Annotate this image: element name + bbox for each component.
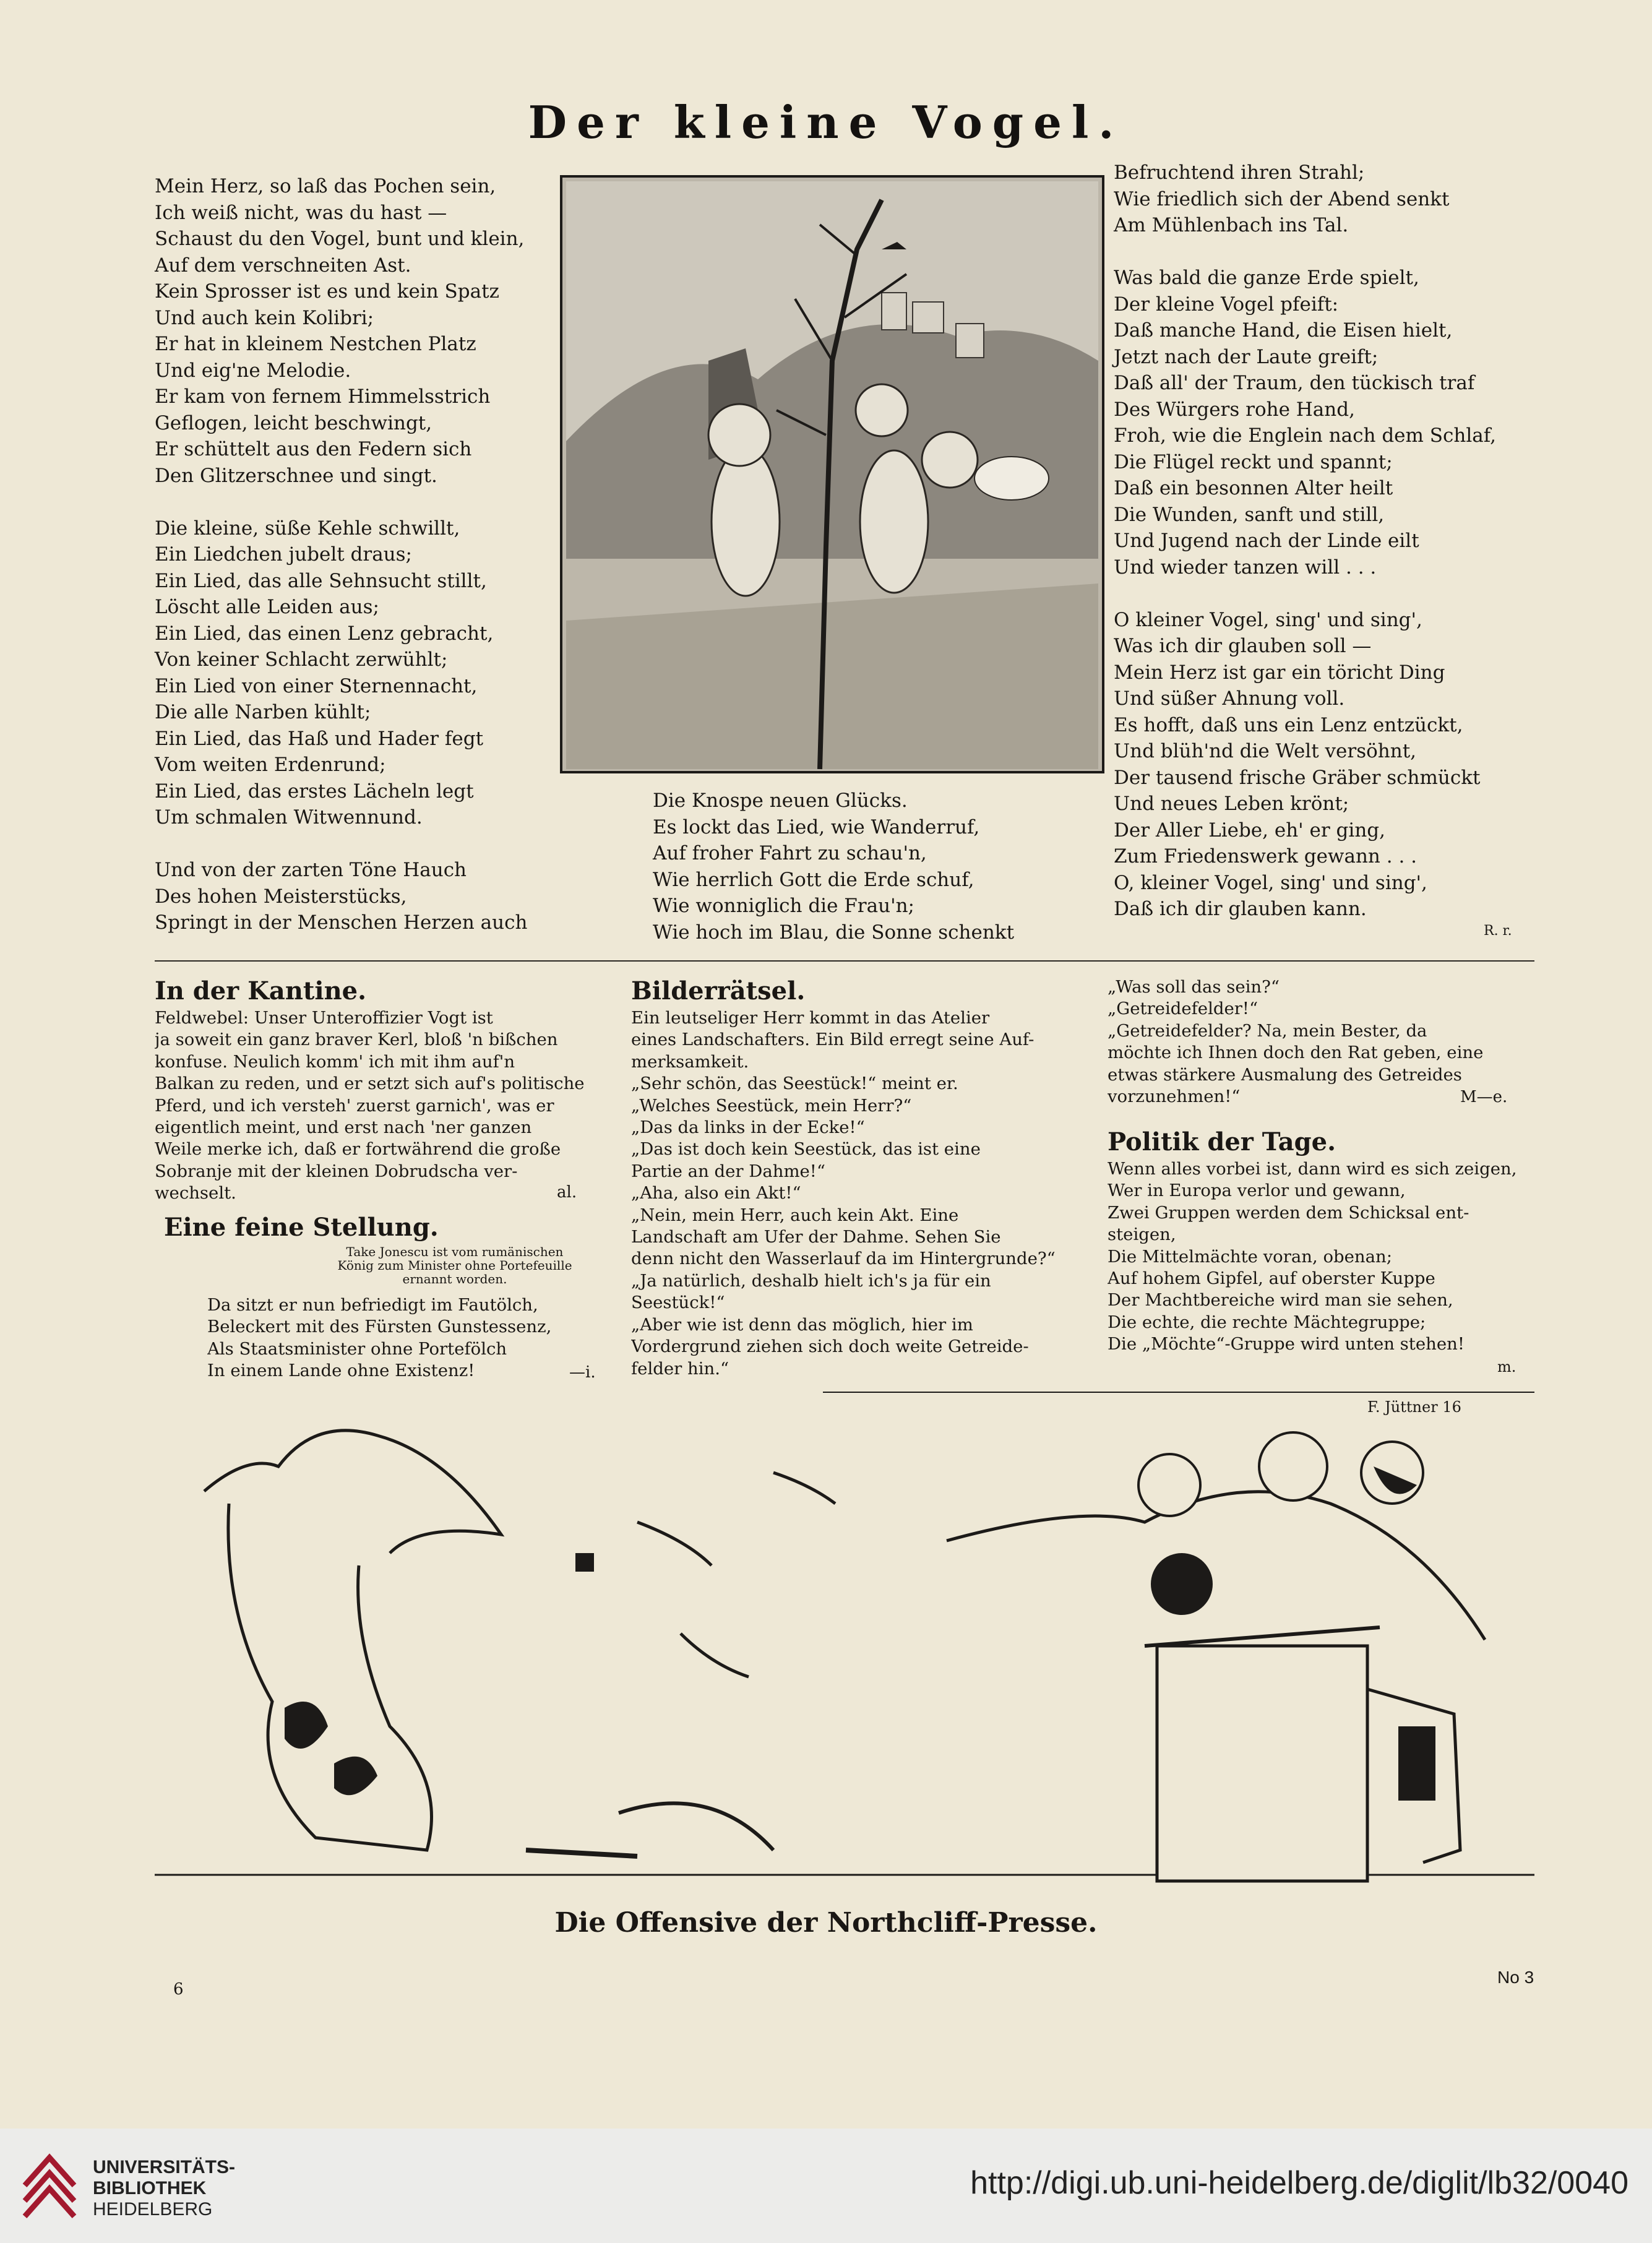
- poem-line: Ein Lied, das Haß und Hader fegt: [155, 727, 484, 750]
- poem-line: Die alle Narben kühlt;: [155, 701, 371, 723]
- poem-line: Die Flügel reckt und spannt;: [1114, 450, 1393, 473]
- prose-line: Balkan zu reden, und er setzt sich auf's politische: [155, 1074, 585, 1094]
- stellung-heading: Eine feine Stellung.: [164, 1213, 439, 1242]
- institution-line-3: HEIDELBERG: [93, 2199, 213, 2219]
- poem-line: Und süßer Ahnung voll.: [1114, 687, 1345, 710]
- stellung-note: [297, 1245, 613, 1286]
- prose-line: eines Landschafters. Ein Bild erregt seine Auf-: [631, 1030, 1035, 1050]
- verse-line: Der Machtbereiche wird man sie sehen,: [1108, 1290, 1453, 1311]
- politik-text: [1108, 1158, 1541, 1356]
- poem-line: Was bald die ganze Erde spielt,: [1114, 267, 1419, 289]
- prose-line: „Aha, also ein Akt!“: [631, 1183, 801, 1203]
- prose-line: Partie an der Dahme!“: [631, 1161, 825, 1181]
- prose-line: denn nicht den Wasserlauf da im Hintergrunde?“: [631, 1249, 1056, 1269]
- prose-line: ja soweit ein ganz braver Kerl, bloß 'n bißchen: [155, 1030, 558, 1050]
- poem-line: Befruchtend ihren Strahl;: [1114, 161, 1365, 184]
- poem-line: Daß ich dir glauben kann.: [1114, 898, 1367, 920]
- poem-line: Und neues Leben krönt;: [1114, 793, 1349, 815]
- poem-line: Und blüh'nd die Welt versöhnt,: [1114, 740, 1417, 762]
- poem-line: Wie friedlich sich der Abend senkt: [1114, 187, 1450, 210]
- prose-line: vorzunehmen!“: [1108, 1087, 1241, 1107]
- note-line: König zum Minister ohne Portefeuille: [337, 1258, 572, 1273]
- source-url-link[interactable]: http://digi.ub.uni-heidelberg.de/diglit/lb32/0040: [970, 2165, 1628, 2201]
- kantine-text: [155, 1007, 606, 1205]
- illustration-putti: [560, 175, 1104, 773]
- poem-line: [155, 831, 551, 858]
- poem-line: Mein Herz, so laß das Pochen sein,: [155, 175, 496, 197]
- poem-line: Er kam von fernem Himmelsstrich: [155, 385, 491, 408]
- verse-line: Da sitzt er nun befriedigt im Fautölch,: [207, 1295, 538, 1315]
- verse-line: Wenn alles vorbei ist, dann wird es sich zeigen,: [1108, 1159, 1517, 1179]
- prose-line: „Das da links in der Ecke!“: [631, 1117, 865, 1138]
- verse-line: Die „Möchte“-Gruppe wird unten stehen!: [1108, 1334, 1465, 1354]
- issue-number: No 3: [1497, 1968, 1534, 1987]
- poem-line: Daß all' der Traum, den tückisch traf: [1114, 372, 1475, 394]
- poem-line: Am Mühlenbach ins Tal.: [1114, 214, 1349, 236]
- poem-line: Den Glitzerschnee und singt.: [155, 464, 437, 487]
- kantine-signature: al.: [557, 1183, 577, 1202]
- prose-line: Sobranje mit der kleinen Dobrudscha ver-: [155, 1161, 518, 1181]
- poem-line: O kleiner Vogel, sing' und sing',: [1114, 608, 1422, 631]
- cartoon-artist: F. Jüttner 16: [1367, 1398, 1461, 1416]
- poem-line: [155, 489, 551, 515]
- poem-line: Froh, wie die Englein nach dem Schlaf,: [1114, 424, 1496, 447]
- poem-line: Daß manche Hand, die Eisen hielt,: [1114, 319, 1453, 342]
- poem-line: Ein Lied von einer Sternennacht,: [155, 674, 478, 697]
- poem-line: Und von der zarten Töne Hauch: [155, 859, 467, 881]
- poem-line: Er schüttelt aus den Federn sich: [155, 438, 472, 460]
- prose-line: Ein leutseliger Herr kommt in das Atelier: [631, 1008, 990, 1028]
- poem-column-3: [1114, 160, 1547, 923]
- poem-line: Wie herrlich Gott die Erde schuf,: [653, 868, 974, 891]
- prose-line: „Ja natürlich, deshalb hielt ich's ja für ein: [631, 1270, 991, 1291]
- poem-line: Des hohen Meisterstücks,: [155, 885, 407, 908]
- verse-line: Zwei Gruppen werden dem Schicksal ent-: [1108, 1202, 1469, 1223]
- poem-line: Wie hoch im Blau, die Sonne schenkt: [653, 921, 1015, 944]
- poem-line: Um schmalen Witwennund.: [155, 806, 423, 829]
- prose-line: wechselt.: [155, 1183, 236, 1203]
- poem-line: Des Würgers rohe Hand,: [1114, 398, 1355, 421]
- verse-line: steigen,: [1108, 1225, 1176, 1245]
- divider: [155, 960, 1534, 962]
- raetsel-heading: Bilderrätsel.: [631, 976, 806, 1005]
- prose-line: „Was soll das sein?“: [1108, 977, 1280, 997]
- verse-line: In einem Lande ohne Existenz!: [207, 1361, 475, 1381]
- poem-line: Ein Lied, das alle Sehnsucht stillt,: [155, 569, 487, 592]
- poem-line: Und Jugend nach der Linde eilt: [1114, 530, 1419, 552]
- kantine-heading: In der Kantine.: [155, 976, 367, 1005]
- poem-line: Kein Sprosser ist es und kein Spatz: [155, 280, 499, 303]
- poem-line: [1114, 580, 1547, 607]
- poem-line: Und auch kein Kolibri;: [155, 306, 374, 329]
- note-line: ernannt worden.: [402, 1272, 507, 1286]
- prose-line: „Das ist doch kein Seestück, das ist eine: [631, 1139, 981, 1160]
- poem-column-2: [653, 788, 1086, 945]
- poem-line: Zum Friedenswerk gewann . . .: [1114, 845, 1418, 867]
- prose-line: merksamkeit.: [631, 1051, 749, 1072]
- poem-line: Ein Lied, das erstes Lächeln legt: [155, 780, 474, 803]
- note-line: Take Jonescu ist vom rumänischen: [346, 1244, 564, 1259]
- cartoon-caption: Die Offensive der Northcliff-Presse.: [554, 1907, 1098, 1939]
- poem-line: Wie wonniglich die Frau'n;: [653, 895, 914, 917]
- institution-line-2: BIBLIOTHEK: [93, 2178, 207, 2198]
- prose-line: felder hin.“: [631, 1358, 729, 1379]
- page-title: Der kleine Vogel.: [528, 96, 1124, 149]
- verse-line: Die echte, die rechte Mächtegruppe;: [1108, 1312, 1426, 1332]
- verse-line: Wer in Europa verlor und gewann,: [1108, 1181, 1406, 1201]
- prose-line: Feldwebel: Unser Unteroffizier Vogt ist: [155, 1008, 493, 1028]
- prose-line: Weile merke ich, daß er fortwährend die große: [155, 1139, 561, 1160]
- verse-line: Auf hohem Gipfel, auf oberster Kuppe: [1108, 1268, 1435, 1289]
- poem-signature: R. r.: [1484, 923, 1512, 939]
- verse-line: Beleckert mit des Fürsten Gunstessenz,: [207, 1317, 552, 1337]
- poem-line: Jetzt nach der Laute greift;: [1114, 345, 1379, 368]
- poem-line: Der kleine Vogel pfeift:: [1114, 293, 1339, 316]
- poem-line: Vom weiten Erdenrund;: [155, 754, 386, 776]
- poem-line: Mein Herz ist gar ein töricht Ding: [1114, 661, 1445, 684]
- poem-line: Die kleine, süße Kehle schwillt,: [155, 517, 460, 540]
- prose-line: „Nein, mein Herr, auch kein Akt. Eine: [631, 1205, 959, 1225]
- poem-line: Springt in der Menschen Herzen auch: [155, 911, 528, 934]
- poem-line: Er hat in kleinem Nestchen Platz: [155, 333, 476, 355]
- poem-line: Und eig'ne Melodie.: [155, 359, 351, 382]
- poem-line: Daß ein besonnen Alter heilt: [1114, 477, 1393, 499]
- prose-line: „Getreidefelder? Na, mein Bester, da: [1108, 1020, 1427, 1041]
- stellung-signature: —i.: [569, 1363, 596, 1382]
- politik-heading: Politik der Tage.: [1108, 1127, 1336, 1156]
- poem-line: Es lockt das Lied, wie Wanderruf,: [653, 816, 980, 838]
- prose-line: „Welches Seestück, mein Herr?“: [631, 1095, 912, 1116]
- poem-line: Die Knospe neuen Glücks.: [653, 790, 908, 812]
- poem-line: Die Wunden, sanft und still,: [1114, 503, 1385, 526]
- prose-line: Vordergrund ziehen sich doch weite Getreide-: [631, 1337, 1029, 1357]
- poem-line: [1114, 239, 1547, 265]
- stellung-text: [207, 1294, 579, 1382]
- poem-line: Was ich dir glauben soll —: [1114, 635, 1372, 657]
- poem-line: Schaust du den Vogel, bunt und klein,: [155, 228, 525, 250]
- politik-signature: m.: [1497, 1358, 1516, 1376]
- prose-line: Seestück!“: [631, 1293, 725, 1313]
- poem-line: Auf dem verschneiten Ast.: [155, 254, 411, 277]
- poem-line: Es hofft, daß uns ein Lenz entzückt,: [1114, 713, 1463, 736]
- page-number: 6: [173, 1980, 184, 1999]
- institution-line-1: UNIVERSITÄTS-: [93, 2157, 236, 2177]
- poem-line: Löscht alle Leiden aus;: [155, 596, 379, 618]
- poem-line: Und wieder tanzen will . . .: [1114, 556, 1377, 579]
- raetsel-text: [631, 1007, 1083, 1380]
- prose-line: „Aber wie ist denn das möglich, hier im: [631, 1314, 973, 1335]
- prose-line: Pferd, und ich versteh' zuerst garnich', was er: [155, 1095, 554, 1116]
- prose-line: Landschaft am Ufer der Dahme. Sehen Sie: [631, 1227, 1001, 1247]
- university-library-logo-icon: [19, 2148, 80, 2223]
- poem-line: Ein Lied, das einen Lenz gebracht,: [155, 622, 494, 645]
- prose-line: etwas stärkere Ausmalung des Getreides: [1108, 1064, 1462, 1085]
- poem-line: Ein Liedchen jubelt draus;: [155, 543, 413, 566]
- poem-line: Der tausend frische Gräber schmückt: [1114, 766, 1481, 789]
- poem-line: Auf froher Fahrt zu schau'n,: [653, 842, 927, 864]
- prose-line: möchte ich Ihnen doch den Rat geben, eine: [1108, 1043, 1484, 1063]
- prose-line: „Sehr schön, das Seestück!“ meint er.: [631, 1074, 958, 1094]
- poem-line: Ich weiß nicht, was du hast —: [155, 201, 447, 224]
- poem-line: O, kleiner Vogel, sing' und sing',: [1114, 871, 1427, 894]
- verse-line: Als Staatsminister ohne Portefölch: [207, 1338, 507, 1359]
- verse-line: Die Mittelmächte voran, obenan;: [1108, 1246, 1392, 1267]
- prose-line: konfuse. Neulich komm' ich mit ihm auf'n: [155, 1051, 515, 1072]
- cartoon-illustration: [155, 1380, 1534, 1924]
- poem-line: Geflogen, leicht beschwingt,: [155, 411, 432, 434]
- poem-line: Von keiner Schlacht zerwühlt;: [155, 648, 448, 671]
- prose-line: eigentlich meint, und erst nach 'ner ganzen: [155, 1117, 532, 1138]
- raetsel-signature: M—e.: [1460, 1088, 1508, 1106]
- poem-line: Der Aller Liebe, eh' er ging,: [1114, 819, 1385, 842]
- poem-column-1: [155, 173, 551, 936]
- prose-line: „Getreidefelder!“: [1108, 999, 1258, 1019]
